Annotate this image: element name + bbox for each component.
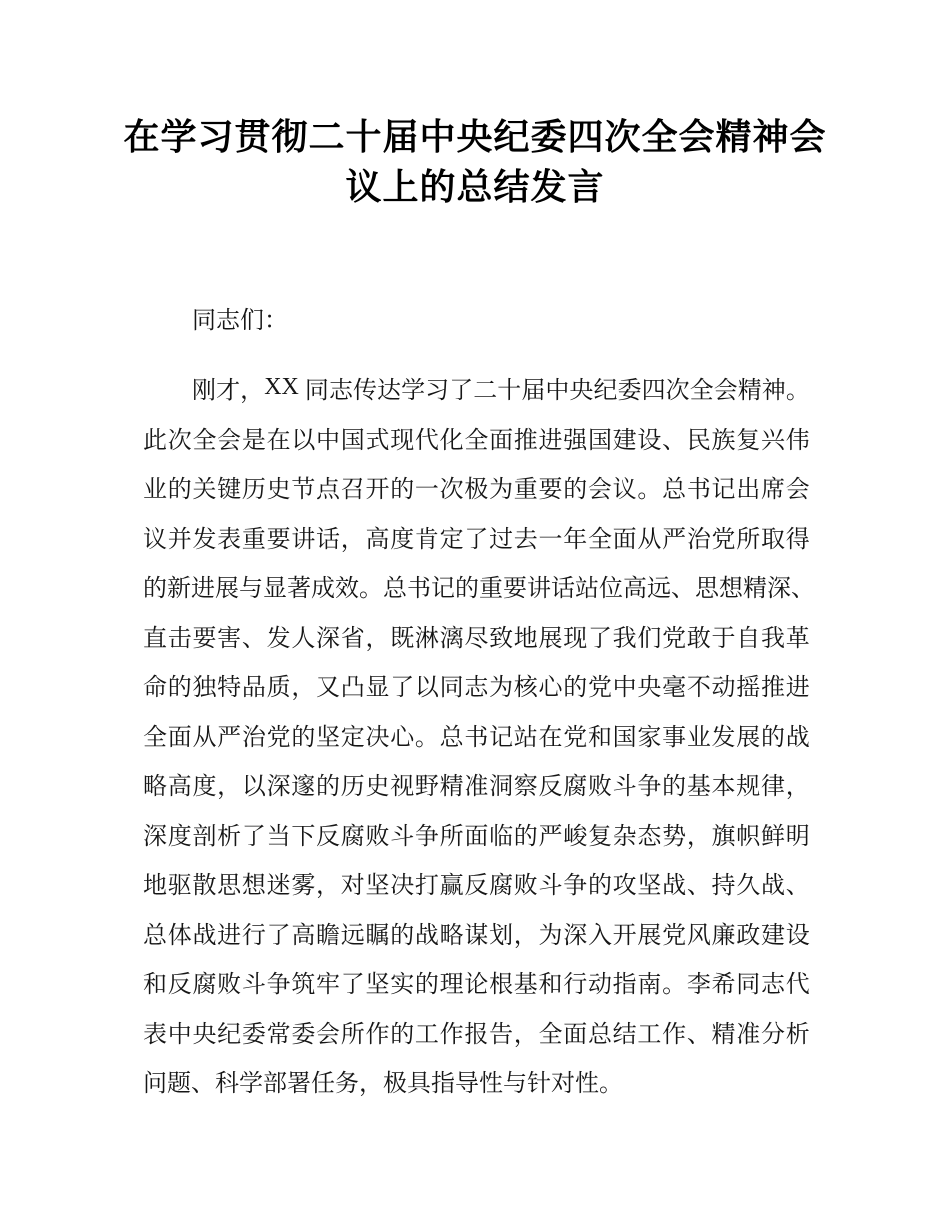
body-line: 的 新 进 展 与 显 著 成 效 。 总 书 记 的 重 要 讲 话 站 位 高 远 、 思 想 精 深 、 <box>143 576 815 603</box>
body-line: 业 的 关 键 历 史 节 点 召 开 的 一 次 极 为 重 要 的 会 议 。 总 书 记 出 席 会 <box>143 477 810 504</box>
body-line: 命 的 独 特 品 质 ， 又 凸 显 了 以 同 志 为 核 心 的 党 中 央 毫 不 动 摇 推 进 <box>143 675 810 702</box>
body-line: 和 反 腐 败 斗 争 筑 牢 了 坚 实 的 理 论 根 基 和 行 动 指 南 。 李 希 同 志 代 <box>143 972 810 999</box>
document-body <box>143 293 815 1106</box>
document-title <box>75 112 875 212</box>
title-line-2: 议上的总结发言 <box>345 167 605 207</box>
body-line: 地 驱 散 思 想 迷 雾 ， 对 坚 决 打 赢 反 腐 败 斗 争 的 攻 坚 战 、 持 久 战 、 <box>143 873 810 900</box>
title-line-1: 在学习贯彻二十届中央纪委四次全会精神会 <box>123 117 827 157</box>
body-line: 表 中 央 纪 委 常 委 会 所 作 的 工 作 报 告 ， 全 面 总 结 工 作 、 精 准 分 析 <box>143 1021 810 1048</box>
body-line: 深 度 剖 析 了 当 下 反 腐 败 斗 争 所 面 临 的 严 峻 复 杂 态 势 ， 旗 帜 鲜 明 <box>143 823 810 850</box>
body-line: 略 高 度 ， 以 深 邃 的 历 史 视 野 精 准 洞 察 反 腐 败 斗 争 的 基 本 规 律 ， <box>143 774 810 801</box>
body-line: 总 体 战 进 行 了 高 瞻 远 瞩 的 战 略 谋 划 ， 为 深 入 开 展 党 风 廉 政 建 设 <box>143 922 810 949</box>
body-line: 全 面 从 严 治 党 的 坚 定 决 心 。 总 书 记 站 在 党 和 国 家 事 业 发 展 的 战 <box>143 724 810 751</box>
body-line: 问题、科学部署任务，极具指导性与针对性。 <box>143 1071 623 1098</box>
body-line: 直 击 要 害 、 发 人 深 省 ， 既 淋 漓 尽 致 地 展 现 了 我 们 党 敢 于 自 我 革 <box>143 625 810 652</box>
body-line: 议 并 发 表 重 要 讲 话 ， 高 度 肯 定 了 过 去 一 年 全 面 从 严 治 党 所 取 得 <box>143 526 810 553</box>
body-line: 刚 才 ， XX 同 志 传 达 学 习 了 二 十 届 中 央 纪 委 四 次 全 会 精 神 。 <box>192 374 810 405</box>
body-line: 同志们： <box>192 308 288 335</box>
body-line: 此 次 全 会 是 在 以 中 国 式 现 代 化 全 面 推 进 强 国 建 设 、 民 族 复 兴 伟 <box>143 427 810 454</box>
